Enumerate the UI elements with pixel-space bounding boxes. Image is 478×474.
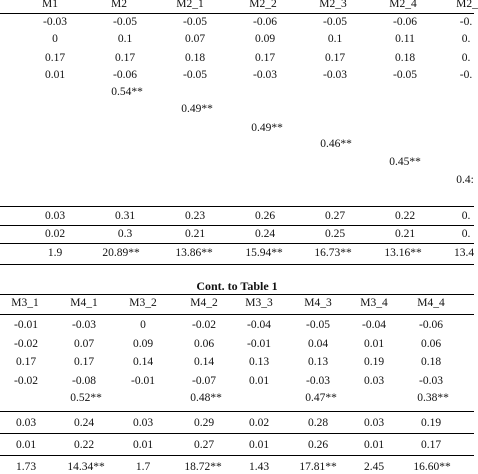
table-cell: 2.45 [363,461,385,473]
table-cell: 0.17 [44,52,66,64]
table-cell: 0.17 [15,356,37,368]
table-rule [0,225,474,226]
table-cell: 0.28 [307,417,329,429]
table-cell: 0.23 [184,210,206,222]
coefficient-cell: 0.54** [111,86,143,98]
table-cell: -0.02 [192,319,216,331]
table-cell: -0.03 [306,375,330,387]
top-header-m1: M1 [42,0,58,10]
table-bottom-rule [0,264,474,265]
coefficient-cell: 0.47** [305,392,337,404]
table-cell: 13.86** [175,247,213,259]
table-cell: 17.81** [299,461,337,473]
table-cell: 0. [461,52,471,64]
table-cell: 0.03 [44,210,66,222]
table-cell: 0.14 [132,356,154,368]
table-cell: -0. [459,16,473,28]
top-header-m2-1: M2_1 [176,0,204,10]
table-rule [0,455,474,456]
table-caption: Cont. to Table 1 [196,279,278,293]
table-cell: -0.02 [14,338,38,350]
table-cell: 0.17 [114,52,136,64]
table-cell: -0.06 [393,16,417,28]
table-cell: 18.72** [184,461,222,473]
table-cell: 1.43 [248,461,270,473]
table-cell: 0.29 [193,417,215,429]
table-cell: 0.22 [394,210,416,222]
table-cell: -0.05 [393,69,417,81]
table-cell: -0.03 [72,319,96,331]
bottom-header-rule [0,314,474,315]
table-cell: 0.01 [363,439,385,451]
table-cell: 0.03 [363,417,385,429]
bottom-header-m3-4: M3_4 [360,297,388,309]
table-cell: -0.01 [131,375,155,387]
table-cell: -0.01 [14,319,38,331]
table-cell: 1.73 [15,461,37,473]
table-cell: 0.17 [254,52,276,64]
table-cell: 0.07 [184,33,206,45]
table-cell: -0.04 [247,319,271,331]
table-cell: 0.24 [254,228,276,240]
table-cell: -0.03 [253,69,277,81]
table-cell: 0.01 [44,69,66,81]
table-cell: 1.7 [135,461,151,473]
table-cell: -0.01 [247,338,271,350]
table-cell: -0.06 [253,16,277,28]
table-cell: 14.34** [67,461,105,473]
table-cell: -0.03 [323,69,347,81]
coefficient-cell: 0.48** [190,392,222,404]
table-cell: -0.05 [306,319,330,331]
bottom-header-m3-1: M3_1 [11,297,39,309]
table-cell: 0.06 [193,338,215,350]
coefficient-cell: 0.4: [456,174,474,186]
bottom-header-m4-1: M4_1 [70,297,98,309]
table-cell: 0.18 [394,52,416,64]
table-cell: -0.03 [419,375,443,387]
table-rule [0,433,474,434]
coefficient-cell: 0.49** [181,103,213,115]
table-cell: 20.89** [102,247,140,259]
coefficient-cell: 0.45** [389,156,421,168]
table-cell: 0.03 [15,417,37,429]
table-cell: -0.05 [183,16,207,28]
table-cell: 0.25 [324,228,346,240]
table-cell: 0.01 [363,338,385,350]
bottom-header-m3-2: M3_2 [129,297,157,309]
table-cell: 0.19 [420,417,442,429]
table-cell: 0.17 [420,439,442,451]
table-cell: 0.07 [73,338,95,350]
table-cell: 15.94** [245,247,283,259]
table-cell: 0.26 [307,439,329,451]
table-cell: -0.08 [72,375,96,387]
table-cell: 0.09 [254,33,276,45]
top-header-m2-5: M2_ [456,0,478,10]
table-cell: 0.24 [73,417,95,429]
table-cell: -0.06 [419,319,443,331]
table-cell: 0.26 [254,210,276,222]
top-header-m2: M2 [111,0,127,10]
table-cell: 0.21 [394,228,416,240]
table-cell: 0.31 [114,210,136,222]
table-cell: 0.19 [363,356,385,368]
bottom-table-top-rule [0,294,474,295]
table-cell: 0.02 [248,417,270,429]
table-cell: -0.03 [43,16,67,28]
table-cell: 0.01 [15,439,37,451]
table-cell: 13.4 [453,247,475,259]
table-cell: 0.13 [248,356,270,368]
table-cell: -0.05 [183,69,207,81]
top-header-m2-4: M2_4 [389,0,417,10]
coefficient-cell: 0.49** [251,122,283,134]
table-cell: 0. [461,33,471,45]
bottom-header-m3-3: M3_3 [245,297,273,309]
table-cell: 1.9 [47,247,63,259]
table-cell: 0.03 [363,375,385,387]
table-cell: 0.3 [117,228,133,240]
top-header-m2-2: M2_2 [249,0,277,10]
table-cell: 0 [52,33,58,45]
table-cell: 0.17 [73,356,95,368]
table-cell: -0.06 [113,69,137,81]
table-cell: 0.13 [307,356,329,368]
table-cell: 0.06 [420,338,442,350]
table-cell: -0.07 [192,375,216,387]
bottom-stats-rule [0,411,474,412]
table-cell: 0.1 [117,33,133,45]
table-cell: 0.27 [193,439,215,451]
table-cell: 0.18 [420,356,442,368]
table-cell: 0.01 [248,439,270,451]
table-cell: 0.11 [395,33,415,45]
table-cell: 0.14 [193,356,215,368]
table-cell: -0.02 [14,375,38,387]
table-cell: -0.05 [113,16,137,28]
table-cell: 16.73** [314,247,352,259]
table-cell: 16.60** [413,461,451,473]
coefficient-cell: 0.38** [417,392,449,404]
table-cell: 0 [140,319,146,331]
table-cell: 0.02 [44,228,66,240]
table-cell: 13.16** [384,247,422,259]
bottom-header-m4-4: M4_4 [417,297,445,309]
table-cell: 0.21 [184,228,206,240]
top-header-rule [0,13,474,14]
table-cell: 0.27 [324,210,346,222]
table-cell: 0. [461,210,471,222]
table-cell: 0.01 [132,439,154,451]
table-cell: 0.04 [307,338,329,350]
top-header-m2-3: M2_3 [319,0,347,10]
coefficient-cell: 0.46** [320,138,352,150]
table-cell: 0.17 [324,52,346,64]
table-cell: -0. [459,69,473,81]
table-cell: -0.04 [362,319,386,331]
coefficient-cell: 0.52** [70,392,102,404]
table-cell: 0. [461,228,471,240]
table-cell: -0.05 [323,16,347,28]
table-cell: 0.22 [73,439,95,451]
bottom-header-m4-2: M4_2 [190,297,218,309]
table-rule [0,243,474,244]
table-cell: 0.01 [248,375,270,387]
table-cell: 0.03 [132,417,154,429]
table-cell: 0.1 [327,33,343,45]
table-cell: 0.18 [184,52,206,64]
table-cell: 0.09 [132,338,154,350]
bottom-header-m4-3: M4_3 [304,297,332,309]
top-stats-rule [0,206,474,207]
